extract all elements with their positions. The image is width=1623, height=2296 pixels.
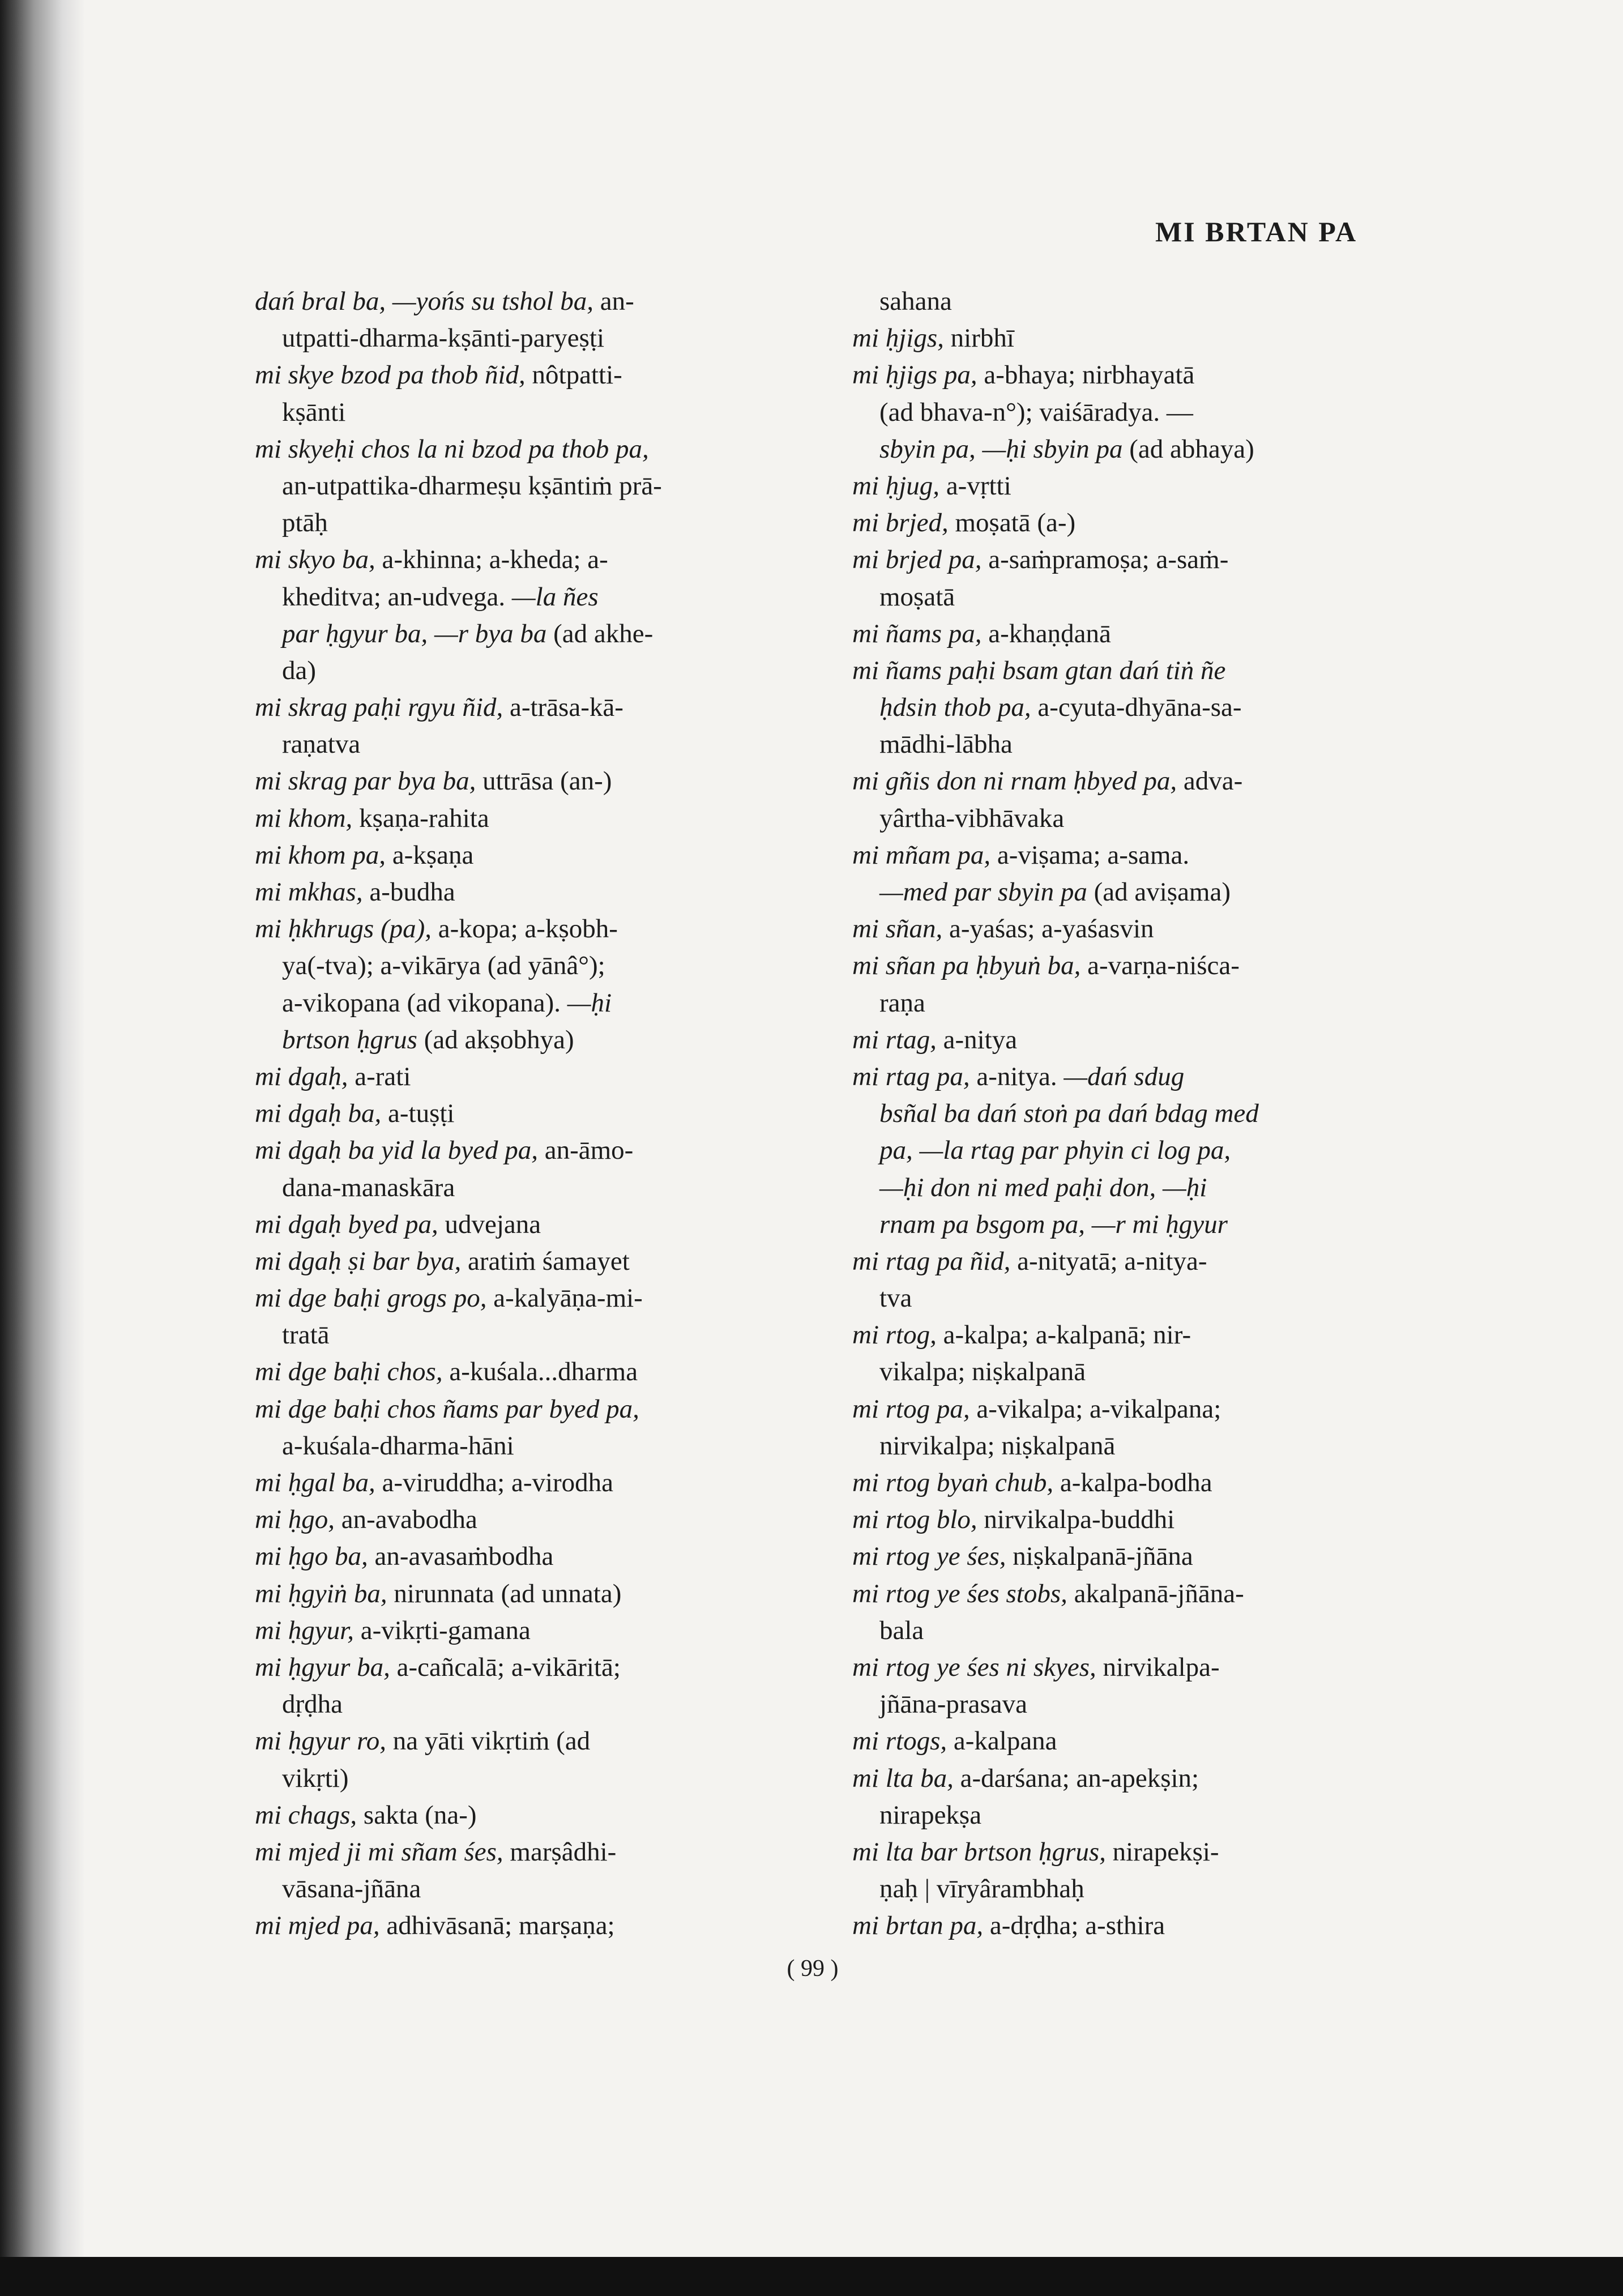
entry-line xyxy=(852,985,1390,1022)
sanskrit-gloss: yârtha-vibhāvaka xyxy=(879,803,1065,833)
tibetan-term: mi rtogs, xyxy=(852,1726,947,1756)
sanskrit-gloss: an-avabodha xyxy=(335,1505,477,1535)
tibetan-term: mi dge baḥi chos ñams par byed pa, xyxy=(255,1394,639,1424)
sanskrit-gloss: a-vṛtti xyxy=(939,471,1011,501)
page-number: ( 99 ) xyxy=(787,1956,839,1982)
entry-line xyxy=(255,1612,793,1649)
sanskrit-gloss: uttrāsa (an-) xyxy=(476,766,612,796)
entry-line xyxy=(255,1243,793,1280)
tibetan-term: mi brjed, xyxy=(852,508,949,538)
tibetan-term: mi ḥkhrugs (pa), xyxy=(255,914,432,944)
entry-line xyxy=(255,837,793,874)
entry-line xyxy=(255,283,793,320)
tibetan-term: mi ḥgo ba, xyxy=(255,1542,368,1572)
sanskrit-gloss: niṣkalpanā-jñāna xyxy=(1006,1542,1193,1572)
sanskrit-gloss: a-tuṣṭi xyxy=(381,1099,455,1129)
entry-line xyxy=(255,357,793,394)
tibetan-term: mi ḥgyiṅ ba, xyxy=(255,1578,387,1608)
sanskrit-gloss: moṣatā xyxy=(879,582,955,612)
sanskrit-gloss: sakta (na-) xyxy=(357,1800,477,1830)
tibetan-term: mi ḥgyur, xyxy=(255,1615,354,1645)
entry-line xyxy=(852,1686,1390,1723)
tibetan-term: mi ḥjug, xyxy=(852,471,940,501)
sanskrit-gloss: (ad akhe- xyxy=(546,618,654,648)
tibetan-term: mi rtog blo, xyxy=(852,1505,977,1535)
sanskrit-gloss: a-kuśala-dharma-hāni xyxy=(282,1431,514,1461)
sanskrit-gloss: vikalpa; niṣkalpanā xyxy=(879,1357,1086,1387)
entry-line xyxy=(852,283,1390,320)
entry-line xyxy=(852,1907,1390,1944)
entry-line xyxy=(852,1649,1390,1686)
entry-line xyxy=(255,985,793,1022)
sanskrit-gloss: raṇatva xyxy=(282,729,361,759)
entry-line xyxy=(255,431,793,468)
tibetan-term: mi gñis don ni rnam ḥbyed pa, xyxy=(852,766,1177,796)
entry-line xyxy=(852,468,1390,505)
tibetan-term: mi khom, xyxy=(255,803,353,833)
tibetan-term: —ḥi xyxy=(567,988,612,1018)
sanskrit-gloss: a-vikṛti-gamana xyxy=(353,1615,531,1645)
tibetan-term: brtson ḥgrus xyxy=(282,1025,417,1055)
entry-line xyxy=(255,911,793,948)
sanskrit-gloss: a-nitya. xyxy=(969,1061,1064,1091)
right-column xyxy=(852,283,1390,1944)
sanskrit-gloss: a-cañcalā; a-vikāritā; xyxy=(390,1652,621,1682)
tibetan-term: mi rtog byaṅ chub, xyxy=(852,1468,1054,1497)
entry-line xyxy=(852,1059,1390,1095)
sanskrit-gloss: dṛḍha xyxy=(282,1689,343,1719)
tibetan-term: mi ḥgal ba, xyxy=(255,1468,375,1497)
sanskrit-gloss: vāsana-jñāna xyxy=(282,1874,421,1904)
sanskrit-gloss: a-vikopana (ad vikopana). xyxy=(282,988,567,1018)
sanskrit-gloss: raṇa xyxy=(879,988,925,1018)
sanskrit-gloss: (ad akṣobhya) xyxy=(417,1025,574,1055)
entry-line xyxy=(852,1132,1390,1169)
tibetan-term: mi khom pa, xyxy=(255,840,386,870)
tibetan-term: mi mjed pa, xyxy=(255,1911,380,1941)
sanskrit-gloss: kṣaṇa-rahita xyxy=(352,803,489,833)
entry-line xyxy=(255,1354,793,1390)
sanskrit-gloss: a-cyuta-dhyāna-sa- xyxy=(1031,693,1242,723)
sanskrit-gloss: sahana xyxy=(879,287,952,316)
entry-line xyxy=(255,1132,793,1169)
entry-line xyxy=(852,357,1390,394)
entry-line xyxy=(852,911,1390,948)
entry-line xyxy=(255,1834,793,1871)
entry-line xyxy=(852,320,1390,357)
entry-line xyxy=(852,1465,1390,1501)
tibetan-term: dań bral ba, —yońs su tshol ba, xyxy=(255,287,593,316)
sanskrit-gloss: kheditva; an-udvega. xyxy=(282,582,512,612)
entry-line xyxy=(852,1760,1390,1797)
entry-line xyxy=(852,1170,1390,1206)
tibetan-term: mi rtog ye śes, xyxy=(852,1542,1006,1572)
entry-line xyxy=(852,1317,1390,1354)
sanskrit-gloss: a-saṁpramoṣa; a-saṁ- xyxy=(981,545,1229,575)
entry-line xyxy=(255,1649,793,1686)
sanskrit-gloss: (ad aviṣama) xyxy=(1087,877,1231,907)
entry-line xyxy=(255,1280,793,1317)
tibetan-term: mi rtag pa, xyxy=(852,1061,970,1091)
sanskrit-gloss: udvejana xyxy=(438,1209,541,1239)
tibetan-term: mi dgaḥ, xyxy=(255,1061,348,1091)
tibetan-term: mi rtag pa ñid, xyxy=(852,1246,1011,1276)
entry-line xyxy=(852,431,1390,468)
sanskrit-gloss: ptāḥ xyxy=(282,508,328,538)
scan-shadow-bottom xyxy=(0,2257,1623,2296)
tibetan-term: mi dge baḥi chos, xyxy=(255,1357,443,1387)
scan-shadow-left xyxy=(0,0,85,2296)
tibetan-term: mi rtog pa, xyxy=(852,1394,970,1424)
sanskrit-gloss: nirvikalpa-buddhi xyxy=(977,1505,1175,1535)
tibetan-term: mi ḥjigs, xyxy=(852,323,944,353)
sanskrit-gloss: a-kuśala...dharma xyxy=(442,1357,638,1387)
sanskrit-gloss: ya(-tva); a-vikārya (ad yānâ°); xyxy=(282,951,605,981)
sanskrit-gloss: nirvikalpa- xyxy=(1096,1652,1220,1682)
sanskrit-gloss: ṇaḥ | vīryârambhaḥ xyxy=(879,1874,1084,1904)
entry-line xyxy=(255,874,793,911)
entry-line xyxy=(852,1871,1390,1907)
tibetan-term: —dań sdug xyxy=(1064,1061,1185,1091)
tibetan-term: mi sñan, xyxy=(852,914,943,944)
sanskrit-gloss: marṣâdhi- xyxy=(503,1837,617,1867)
tibetan-term: mi rtog, xyxy=(852,1320,937,1350)
entry-line xyxy=(255,1723,793,1760)
sanskrit-gloss: a-viruddha; a-virodha xyxy=(375,1468,614,1497)
sanskrit-gloss: a-kalpana xyxy=(947,1726,1057,1756)
sanskrit-gloss: adhivāsanā; marṣaṇa; xyxy=(379,1911,615,1941)
tibetan-term: mi lta bar brtson ḥgrus, xyxy=(852,1837,1106,1867)
sanskrit-gloss: (ad bhava-n°); vaiśāradya. — xyxy=(879,397,1193,427)
tibetan-term: —ḥi don ni med paḥi don, —ḥi xyxy=(879,1172,1207,1202)
sanskrit-gloss: an-utpattika-dharmeṣu kṣāntiṁ prā- xyxy=(282,471,662,501)
tibetan-term: pa, —la rtag par phyin ci log pa, xyxy=(879,1136,1231,1166)
tibetan-term: sbyin pa, —ḥi sbyin pa xyxy=(879,434,1123,464)
tibetan-term: mi rtog ye śes ni skyes, xyxy=(852,1652,1096,1682)
entry-line xyxy=(852,763,1390,800)
entry-line xyxy=(255,1428,793,1465)
entry-line xyxy=(255,1465,793,1501)
tibetan-term: mi ḥgo, xyxy=(255,1505,335,1535)
sanskrit-gloss: a-varṇa-niśca- xyxy=(1080,951,1240,981)
sanskrit-gloss: dana-manaskāra xyxy=(282,1172,455,1202)
sanskrit-gloss: aratiṁ śamayet xyxy=(461,1246,630,1276)
tibetan-term: mi ñams pa, xyxy=(852,618,982,648)
tibetan-term: —med par sbyin pa xyxy=(879,877,1087,907)
tibetan-term: —la ñes xyxy=(511,582,599,612)
sanskrit-gloss: a-khinna; a-kheda; a- xyxy=(375,545,608,575)
entry-line xyxy=(255,726,793,763)
tibetan-term: mi dgaḥ byed pa, xyxy=(255,1209,438,1239)
left-column xyxy=(255,283,793,1944)
sanskrit-gloss: a-vikalpa; a-vikalpana; xyxy=(969,1394,1221,1424)
tibetan-term: mi brtan pa, xyxy=(852,1911,984,1941)
sanskrit-gloss: a-kalpa-bodha xyxy=(1053,1468,1212,1497)
sanskrit-gloss: nôtpatti- xyxy=(525,360,622,390)
entry-line xyxy=(255,800,793,837)
sanskrit-gloss: a-yaśas; a-yaśasvin xyxy=(942,914,1154,944)
tibetan-term: mi ḥgyur ba, xyxy=(255,1652,390,1682)
tibetan-term: mi lta ba, xyxy=(852,1763,954,1793)
entry-line xyxy=(852,1022,1390,1059)
entry-line xyxy=(255,505,793,541)
entry-line xyxy=(255,689,793,726)
entry-line xyxy=(255,468,793,505)
sanskrit-gloss: na yāti vikṛtiṁ (ad xyxy=(386,1726,591,1756)
tibetan-term: mi skrag paḥi rgyu ñid, xyxy=(255,693,503,723)
sanskrit-gloss: mādhi-lābha xyxy=(879,729,1013,759)
entry-line xyxy=(852,1428,1390,1465)
sanskrit-gloss: nirbhī xyxy=(943,323,1014,353)
sanskrit-gloss: a-budha xyxy=(362,877,455,907)
entry-line xyxy=(255,579,793,616)
entry-line xyxy=(852,1206,1390,1243)
tibetan-term: ḥdsin thob pa, xyxy=(879,693,1031,723)
entry-line xyxy=(852,1391,1390,1428)
entry-line xyxy=(255,652,793,689)
entry-line xyxy=(255,394,793,431)
sanskrit-gloss: nirunnata (ad unnata) xyxy=(387,1578,622,1608)
sanskrit-gloss: a-darśana; an-apekṣin; xyxy=(953,1763,1199,1793)
sanskrit-gloss: a-khaṇḍanā xyxy=(981,618,1111,648)
sanskrit-gloss: utpatti-dharma-kṣānti-paryeṣṭi xyxy=(282,323,605,353)
tibetan-term: mi dge baḥi grogs po, xyxy=(255,1283,487,1313)
tibetan-term: mi ḥgyur ro, xyxy=(255,1726,386,1756)
sanskrit-gloss: vikṛti) xyxy=(282,1763,349,1793)
tibetan-term: mi mjed ji mi sñam śes, xyxy=(255,1837,503,1867)
entry-line xyxy=(852,579,1390,616)
tibetan-term: mi dgaḥ ṣi bar bya, xyxy=(255,1246,462,1276)
entry-line xyxy=(852,394,1390,431)
entry-line xyxy=(255,1797,793,1834)
sanskrit-gloss: jñāna-prasava xyxy=(879,1689,1027,1719)
tibetan-term: bsñal ba dań stoṅ pa dań bdag med xyxy=(879,1099,1259,1129)
tibetan-term: rnam pa bsgom pa, —r mi ḥgyur xyxy=(879,1209,1228,1239)
sanskrit-gloss: tratā xyxy=(282,1320,330,1350)
sanskrit-gloss: nirapekṣi- xyxy=(1105,1837,1219,1867)
sanskrit-gloss: nirapekṣa xyxy=(879,1800,982,1830)
sanskrit-gloss: a-nitya xyxy=(936,1025,1018,1055)
tibetan-term: mi dgaḥ ba yid la byed pa, xyxy=(255,1136,538,1166)
tibetan-term: mi skye bzod pa thob ñid, xyxy=(255,360,526,390)
entry-line xyxy=(255,1095,793,1132)
entry-line xyxy=(852,652,1390,689)
entry-line xyxy=(852,800,1390,837)
tibetan-term: mi rtag, xyxy=(852,1025,937,1055)
entry-line xyxy=(255,1760,793,1797)
entry-line xyxy=(852,1243,1390,1280)
tibetan-term: mi brjed pa, xyxy=(852,545,982,575)
entry-line xyxy=(852,1095,1390,1132)
entry-line xyxy=(852,726,1390,763)
running-head: MI BRTAN PA xyxy=(1155,216,1358,247)
entry-line xyxy=(852,948,1390,984)
sanskrit-gloss: bala xyxy=(879,1615,924,1645)
sanskrit-gloss: moṣatā (a-) xyxy=(948,508,1076,538)
sanskrit-gloss: tva xyxy=(879,1283,912,1313)
tibetan-term: mi dgaḥ ba, xyxy=(255,1099,382,1129)
entry-line xyxy=(852,1612,1390,1649)
sanskrit-gloss: da) xyxy=(282,655,317,685)
sanskrit-gloss: kṣānti xyxy=(282,397,346,427)
entry-line xyxy=(852,837,1390,874)
entry-line xyxy=(255,320,793,357)
entry-line xyxy=(852,616,1390,652)
entry-line xyxy=(852,1576,1390,1612)
tibetan-term: mi skyo ba, xyxy=(255,545,375,575)
entry-line xyxy=(255,1317,793,1354)
entry-line xyxy=(255,1538,793,1575)
sanskrit-gloss: (ad abhaya) xyxy=(1122,434,1254,464)
entry-line xyxy=(852,1723,1390,1760)
entry-line xyxy=(852,1834,1390,1871)
tibetan-term: par ḥgyur ba, —r bya ba xyxy=(282,618,547,648)
tibetan-term: mi ñams paḥi bsam gtan dań tiṅ ñe xyxy=(852,655,1226,685)
sanskrit-gloss: akalpanā-jñāna- xyxy=(1067,1578,1244,1608)
entry-line xyxy=(852,541,1390,578)
tibetan-term: mi rtog ye śes stobs, xyxy=(852,1578,1067,1608)
sanskrit-gloss: a-dṛḍha; a-sthira xyxy=(983,1911,1165,1941)
entry-line xyxy=(255,948,793,984)
sanskrit-gloss: an- xyxy=(593,287,634,316)
sanskrit-gloss: a-kalyāṇa-mi- xyxy=(486,1283,643,1313)
entry-line xyxy=(852,689,1390,726)
entry-line xyxy=(255,1059,793,1095)
entry-line xyxy=(255,1022,793,1059)
sanskrit-gloss: adva- xyxy=(1177,766,1243,796)
entry-line xyxy=(255,1170,793,1206)
entry-line xyxy=(255,1391,793,1428)
sanskrit-gloss: a-nityatā; a-nitya- xyxy=(1010,1246,1207,1276)
sanskrit-gloss: a-kopa; a-kṣobh- xyxy=(432,914,618,944)
tibetan-term: mi sñan pa ḥbyuṅ ba, xyxy=(852,951,1081,981)
sanskrit-gloss: an-āmo- xyxy=(537,1136,634,1166)
sanskrit-gloss: an-avasaṁbodha xyxy=(368,1542,554,1572)
tibetan-term: mi skrag par bya ba, xyxy=(255,766,476,796)
sanskrit-gloss: a-kṣaṇa xyxy=(386,840,474,870)
sanskrit-gloss: a-trāsa-kā- xyxy=(503,693,623,723)
sanskrit-gloss: a-viṣama; a-sama. xyxy=(990,840,1190,870)
entry-line xyxy=(255,616,793,652)
sanskrit-gloss: nirvikalpa; niṣkalpanā xyxy=(879,1431,1116,1461)
tibetan-term: mi chags, xyxy=(255,1800,357,1830)
entry-line xyxy=(852,1501,1390,1538)
sanskrit-gloss: a-bhaya; nirbhayatā xyxy=(977,360,1195,390)
entry-line xyxy=(255,763,793,800)
entry-line xyxy=(255,1686,793,1723)
sanskrit-gloss: a-rati xyxy=(348,1061,411,1091)
entry-line xyxy=(852,505,1390,541)
tibetan-term: mi skyeḥi chos la ni bzod pa thob pa, xyxy=(255,434,649,464)
entry-line xyxy=(255,1206,793,1243)
entry-line xyxy=(255,1871,793,1907)
entry-line xyxy=(255,541,793,578)
entry-line xyxy=(255,1907,793,1944)
entry-line xyxy=(255,1576,793,1612)
sanskrit-gloss: a-kalpa; a-kalpanā; nir- xyxy=(936,1320,1191,1350)
entry-line xyxy=(852,1797,1390,1834)
entry-line xyxy=(852,1354,1390,1390)
tibetan-term: mi mñam pa, xyxy=(852,840,991,870)
entry-line xyxy=(852,1280,1390,1317)
tibetan-term: mi mkhas, xyxy=(255,877,363,907)
entry-line xyxy=(852,1538,1390,1575)
entry-line xyxy=(255,1501,793,1538)
entry-line xyxy=(852,874,1390,911)
tibetan-term: mi ḥjigs pa, xyxy=(852,360,977,390)
